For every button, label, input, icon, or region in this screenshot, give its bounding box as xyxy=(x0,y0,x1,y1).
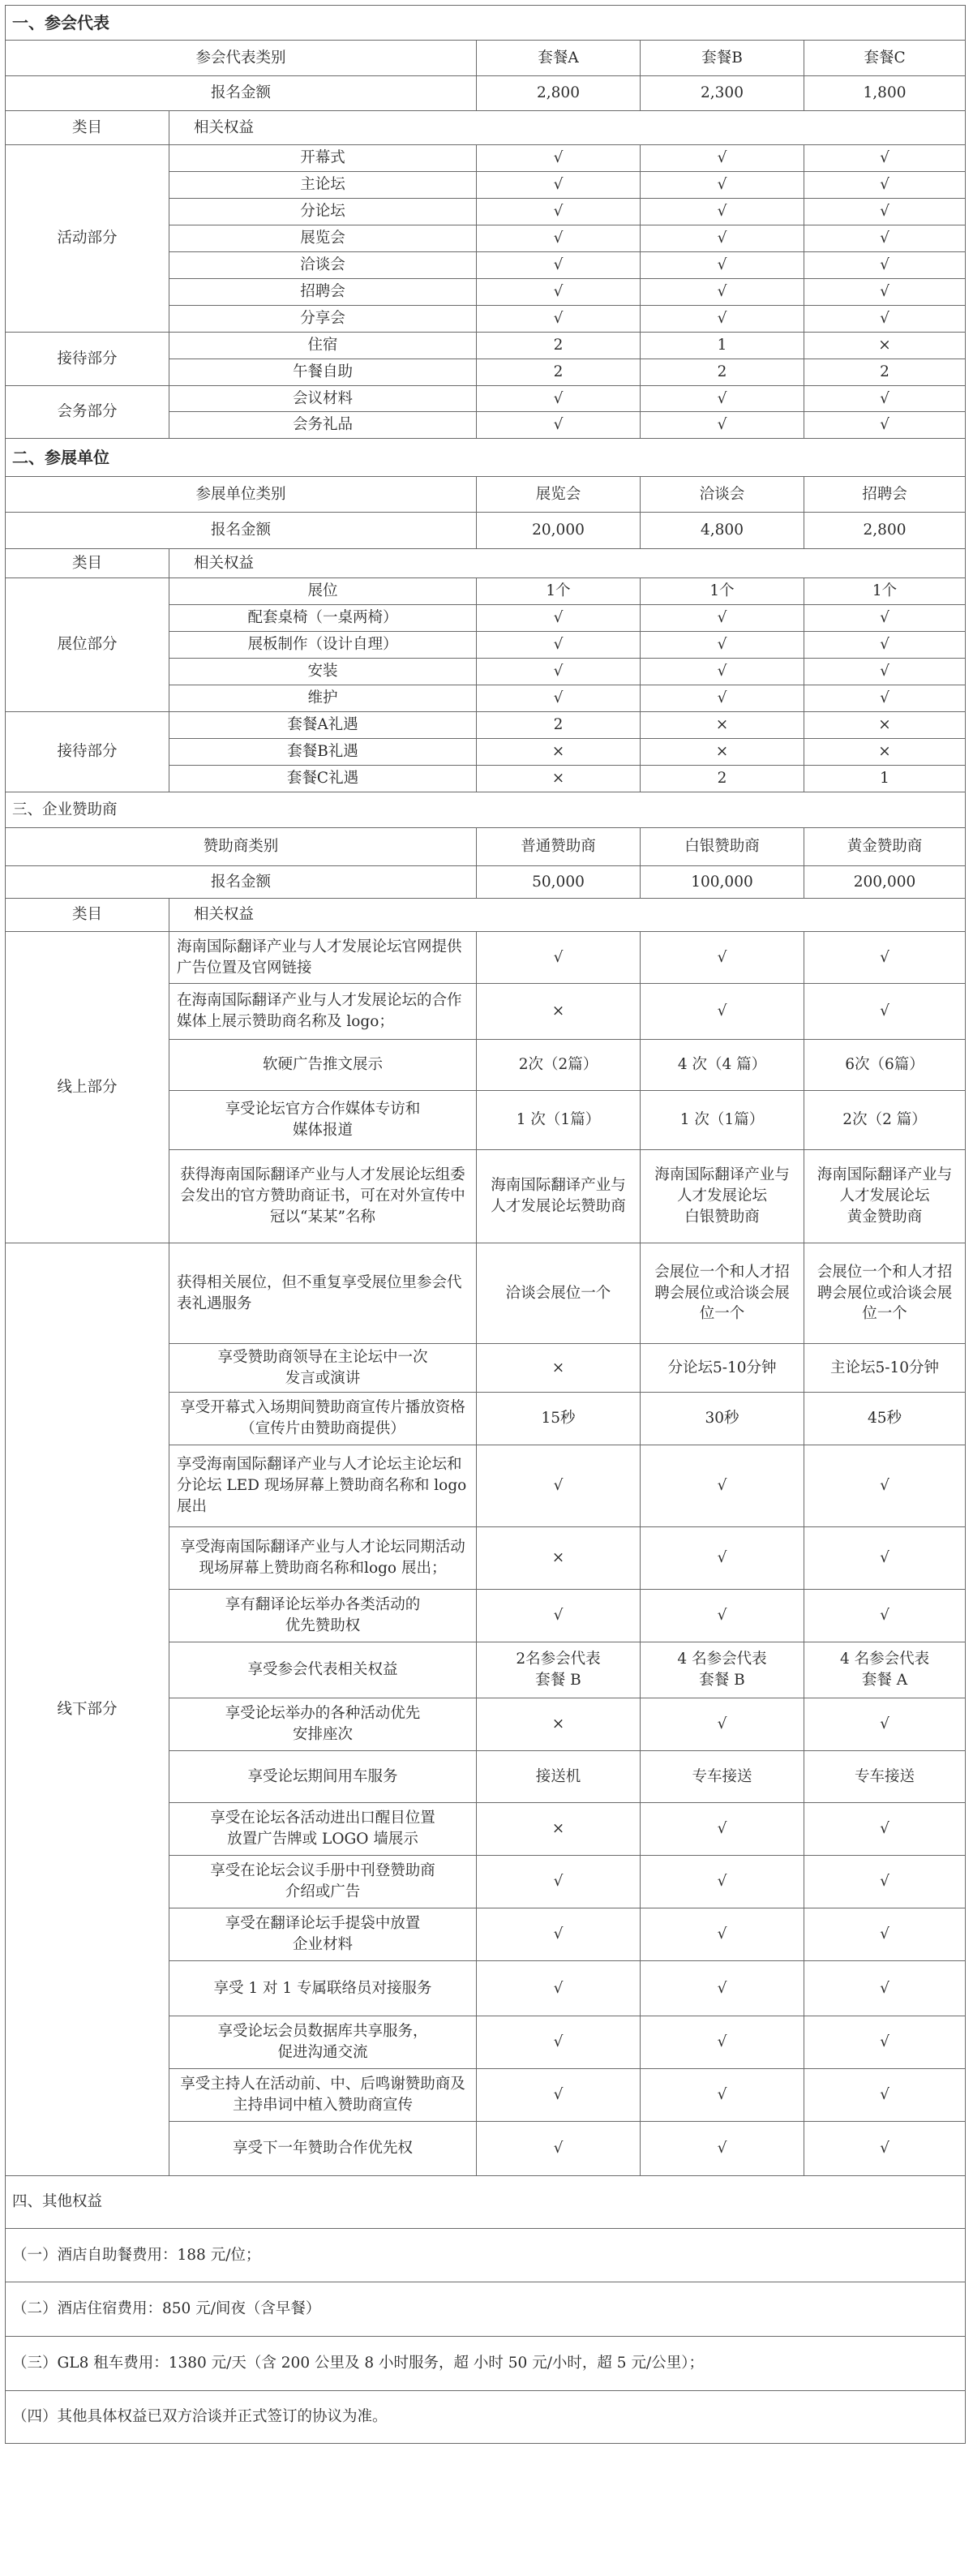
benefit-value: √ xyxy=(804,685,966,712)
section-heading-sponsors: 三、企业赞助商 xyxy=(6,792,966,828)
benefit-label: 享受论坛期间用车服务 xyxy=(169,1751,477,1803)
benefit-value: √ xyxy=(477,386,641,412)
benefit-label: 展览会 xyxy=(169,225,477,252)
fee-value: 100,000 xyxy=(641,866,804,899)
benefit-label: 分享会 xyxy=(169,306,477,333)
benefit-value: √ xyxy=(477,172,641,199)
benefit-label: 安装 xyxy=(169,659,477,685)
benefit-value: √ xyxy=(477,1590,641,1642)
group-label: 线上部分 xyxy=(6,932,169,1243)
benefit-value: 会展位一个和人才招聘会展位或洽谈会展位一个 xyxy=(804,1243,966,1344)
fee-value: 200,000 xyxy=(804,866,966,899)
benefit-label: 享受下一年赞助合作优先权 xyxy=(169,2122,477,2176)
benefit-value: √ xyxy=(477,632,641,659)
tier-header: 招聘会 xyxy=(804,477,966,513)
rights-header: 相关权益 xyxy=(169,549,966,578)
benefit-value: √ xyxy=(641,1803,804,1856)
benefit-value: × xyxy=(477,739,641,766)
benefit-value: 2次（2篇） xyxy=(477,1040,641,1091)
note-item: （三）GL8 租车费用：1380 元/天（含 200 公里及 8 小时服务，超 小时 50 元/小时，超 5 元/公里）； xyxy=(6,2337,966,2391)
benefit-value: √ xyxy=(641,306,804,333)
group-label: 活动部分 xyxy=(6,145,169,333)
benefit-value: 1 次（1篇） xyxy=(477,1091,641,1150)
benefit-label: 维护 xyxy=(169,685,477,712)
benefit-value: √ xyxy=(804,632,966,659)
benefit-value: √ xyxy=(477,199,641,225)
benefit-value: √ xyxy=(804,1908,966,1961)
benefit-label: 享有翻译论坛举办各类活动的 优先赞助权 xyxy=(169,1590,477,1642)
benefit-value: √ xyxy=(641,659,804,685)
benefit-value: 海南国际翻译产业与人才发展论坛赞助商 xyxy=(477,1150,641,1243)
benefit-value: √ xyxy=(641,386,804,412)
benefit-value: √ xyxy=(477,252,641,279)
benefit-value: √ xyxy=(477,1856,641,1908)
tier-header: 黄金赞助商 xyxy=(804,828,966,866)
category-header: 类目 xyxy=(6,111,169,145)
benefit-value: √ xyxy=(641,2016,804,2069)
benefit-value: × xyxy=(477,1344,641,1393)
benefit-label: 享受在论坛会议手册中刊登赞助商 介绍或广告 xyxy=(169,1856,477,1908)
fee-label: 报名金额 xyxy=(6,866,477,899)
benefit-value: × xyxy=(804,333,966,359)
benefit-value: 2 xyxy=(477,333,641,359)
benefit-value: 1个 xyxy=(641,578,804,605)
fee-value: 4,800 xyxy=(641,513,804,549)
fee-value: 50,000 xyxy=(477,866,641,899)
benefit-label: 享受主持人在活动前、中、后鸣谢赞助商及主持串词中植入赞助商宣传 xyxy=(169,2069,477,2122)
benefit-value: 2名参会代表 套餐 B xyxy=(477,1642,641,1698)
category-header: 类目 xyxy=(6,899,169,932)
benefit-label: 展位 xyxy=(169,578,477,605)
benefit-value: √ xyxy=(641,145,804,172)
benefit-value: 1 xyxy=(804,766,966,792)
section-heading-delegates: 一、参会代表 xyxy=(6,6,966,41)
benefit-value: √ xyxy=(477,1961,641,2016)
benefit-value: 主论坛5-10分钟 xyxy=(804,1344,966,1393)
benefit-value: 4 次（4 篇） xyxy=(641,1040,804,1091)
benefit-value: √ xyxy=(477,932,641,984)
benefit-label: 展板制作（设计自理） xyxy=(169,632,477,659)
benefit-value: √ xyxy=(477,145,641,172)
benefit-value: 1个 xyxy=(804,578,966,605)
benefit-value: √ xyxy=(477,685,641,712)
benefit-value: √ xyxy=(641,984,804,1040)
benefit-value: 1 xyxy=(641,333,804,359)
benefit-value: × xyxy=(804,739,966,766)
note-item: （四）其他具体权益已双方洽谈并正式签订的协议为准。 xyxy=(6,2391,966,2444)
benefit-label: 享受开幕式入场期间赞助商宣传片播放资格 （宣传片由赞助商提供） xyxy=(169,1393,477,1445)
benefit-value: √ xyxy=(804,145,966,172)
benefit-value: √ xyxy=(641,412,804,439)
benefit-value: 1个 xyxy=(477,578,641,605)
benefit-value: √ xyxy=(804,984,966,1040)
benefit-value: √ xyxy=(804,1590,966,1642)
benefit-value: √ xyxy=(641,2069,804,2122)
benefit-value: × xyxy=(477,1803,641,1856)
fee-value: 2,800 xyxy=(804,513,966,549)
benefit-value: 15秒 xyxy=(477,1393,641,1445)
benefit-label: 获得海南国际翻译产业与人才发展论坛组委会发出的官方赞助商证书，可在对外宣传中冠以“某某”名称 xyxy=(169,1150,477,1243)
tier-header: 套餐A xyxy=(477,41,641,76)
benefit-value: 2 xyxy=(477,712,641,739)
benefit-value: × xyxy=(804,712,966,739)
tier-header: 展览会 xyxy=(477,477,641,513)
category-header: 类目 xyxy=(6,549,169,578)
benefit-label: 享受论坛官方合作媒体专访和 媒体报道 xyxy=(169,1091,477,1150)
benefit-value: √ xyxy=(804,605,966,632)
tier-header: 洽谈会 xyxy=(641,477,804,513)
benefit-label: 享受海南国际翻译产业与人才论坛同期活动现场屏幕上赞助商名称和logo 展出； xyxy=(169,1527,477,1590)
benefit-value: 会展位一个和人才招聘会展位或洽谈会展位一个 xyxy=(641,1243,804,1344)
benefit-value: √ xyxy=(804,2122,966,2176)
benefit-label: 海南国际翻译产业与人才发展论坛官网提供广告位置及官网链接 xyxy=(169,932,477,984)
group-label: 接待部分 xyxy=(6,333,169,386)
benefit-value: 2 xyxy=(477,359,641,386)
benefit-label: 套餐B礼遇 xyxy=(169,739,477,766)
benefit-value: 2 xyxy=(804,359,966,386)
benefit-value: √ xyxy=(804,1698,966,1751)
benefit-value: √ xyxy=(641,632,804,659)
benefit-value: √ xyxy=(804,2016,966,2069)
benefit-value: √ xyxy=(641,1527,804,1590)
benefit-value: √ xyxy=(641,1698,804,1751)
benefit-label: 享受论坛举办的各种活动优先 安排座次 xyxy=(169,1698,477,1751)
benefit-value: √ xyxy=(641,2122,804,2176)
benefit-value: √ xyxy=(641,1590,804,1642)
benefit-value: √ xyxy=(641,172,804,199)
benefit-label: 获得相关展位，但不重复享受展位里参会代表礼遇服务 xyxy=(169,1243,477,1344)
benefit-value: 1 次（1篇） xyxy=(641,1091,804,1150)
benefit-value: √ xyxy=(477,2122,641,2176)
benefit-label: 在海南国际翻译产业与人才发展论坛的合作媒体上展示赞助商名称及 logo； xyxy=(169,984,477,1040)
benefit-value: √ xyxy=(641,225,804,252)
note-item: （一）酒店自助餐费用：188 元/位； xyxy=(6,2229,966,2282)
benefit-label: 享受参会代表相关权益 xyxy=(169,1642,477,1698)
benefit-value: √ xyxy=(641,685,804,712)
benefit-value: √ xyxy=(641,1961,804,2016)
benefit-value: √ xyxy=(804,199,966,225)
benefit-value: √ xyxy=(641,932,804,984)
benefit-label: 开幕式 xyxy=(169,145,477,172)
benefit-value: 海南国际翻译产业与人才发展论坛 白银赞助商 xyxy=(641,1150,804,1243)
benefit-value: 洽谈会展位一个 xyxy=(477,1243,641,1344)
section-heading-other: 四、其他权益 xyxy=(6,2176,966,2229)
group-label: 接待部分 xyxy=(6,712,169,792)
benefit-value: √ xyxy=(804,1961,966,2016)
benefit-label: 享受在论坛各活动进出口醒目位置 放置广告牌或 LOGO 墙展示 xyxy=(169,1803,477,1856)
benefit-value: √ xyxy=(804,1445,966,1527)
benefit-label: 招聘会 xyxy=(169,279,477,306)
benefit-value: √ xyxy=(641,1445,804,1527)
benefit-value: √ xyxy=(477,2069,641,2122)
benefit-label: 享受 1 对 1 专属联络员对接服务 xyxy=(169,1961,477,2016)
benefit-label: 软硬广告推文展示 xyxy=(169,1040,477,1091)
tier-header: 套餐B xyxy=(641,41,804,76)
benefit-value: √ xyxy=(804,306,966,333)
benefit-value: √ xyxy=(804,172,966,199)
benefit-label: 享受在翻译论坛手提袋中放置 企业材料 xyxy=(169,1908,477,1961)
benefit-value: √ xyxy=(641,605,804,632)
benefit-label: 会议材料 xyxy=(169,386,477,412)
benefit-value: 2次（2 篇） xyxy=(804,1091,966,1150)
benefit-value: √ xyxy=(641,1856,804,1908)
benefit-value: √ xyxy=(641,252,804,279)
benefit-label: 住宿 xyxy=(169,333,477,359)
benefit-value: √ xyxy=(804,225,966,252)
benefit-value: × xyxy=(641,739,804,766)
benefit-label: 享受赞助商领导在主论坛中一次 发言或演讲 xyxy=(169,1344,477,1393)
benefit-value: × xyxy=(477,766,641,792)
benefit-value: 2 xyxy=(641,766,804,792)
benefit-label: 会务礼品 xyxy=(169,412,477,439)
benefit-label: 套餐C礼遇 xyxy=(169,766,477,792)
benefits-table xyxy=(5,5,966,2444)
fee-value: 2,800 xyxy=(477,76,641,111)
benefit-value: √ xyxy=(804,2069,966,2122)
benefit-value: √ xyxy=(804,252,966,279)
benefit-value: 专车接送 xyxy=(804,1751,966,1803)
rights-header: 相关权益 xyxy=(169,899,966,932)
note-item: （二）酒店住宿费用：850 元/间夜（含早餐） xyxy=(6,2282,966,2337)
benefit-value: √ xyxy=(804,1527,966,1590)
fee-value: 2,300 xyxy=(641,76,804,111)
benefit-value: 6次（6篇） xyxy=(804,1040,966,1091)
benefit-value: 4 名参会代表 套餐 A xyxy=(804,1642,966,1698)
benefit-value: 4 名参会代表 套餐 B xyxy=(641,1642,804,1698)
benefit-value: √ xyxy=(477,1445,641,1527)
fee-value: 20,000 xyxy=(477,513,641,549)
benefit-value: 2 xyxy=(641,359,804,386)
section-heading-exhibitors: 二、参展单位 xyxy=(6,439,966,477)
benefit-label: 套餐A礼遇 xyxy=(169,712,477,739)
rights-header: 相关权益 xyxy=(169,111,966,145)
group-label: 会务部分 xyxy=(6,386,169,439)
benefit-label: 配套桌椅（一桌两椅） xyxy=(169,605,477,632)
benefit-value: × xyxy=(641,712,804,739)
type-label: 参展单位类别 xyxy=(6,477,477,513)
benefit-value: √ xyxy=(641,1908,804,1961)
benefit-label: 享受海南国际翻译产业与人才论坛主论坛和分论坛 LED 现场屏幕上赞助商名称和 logo 展出 xyxy=(169,1445,477,1527)
benefit-value: 专车接送 xyxy=(641,1751,804,1803)
benefit-value: √ xyxy=(477,306,641,333)
benefit-label: 主论坛 xyxy=(169,172,477,199)
group-label: 展位部分 xyxy=(6,578,169,712)
fee-label: 报名金额 xyxy=(6,76,477,111)
benefit-value: 接送机 xyxy=(477,1751,641,1803)
type-label: 参会代表类别 xyxy=(6,41,477,76)
benefit-value: √ xyxy=(641,279,804,306)
benefit-label: 享受论坛会员数据库共享服务， 促进沟通交流 xyxy=(169,2016,477,2069)
benefit-value: × xyxy=(477,1698,641,1751)
benefit-value: × xyxy=(477,1527,641,1590)
fee-value: 1,800 xyxy=(804,76,966,111)
benefit-value: √ xyxy=(804,659,966,685)
benefit-value: √ xyxy=(641,199,804,225)
benefit-value: 分论坛5-10分钟 xyxy=(641,1344,804,1393)
benefit-value: √ xyxy=(804,386,966,412)
benefit-label: 午餐自助 xyxy=(169,359,477,386)
benefit-value: √ xyxy=(477,659,641,685)
benefit-value: √ xyxy=(477,1908,641,1961)
tier-header: 白银赞助商 xyxy=(641,828,804,866)
benefit-value: √ xyxy=(804,412,966,439)
benefit-value: √ xyxy=(477,605,641,632)
benefit-value: 30秒 xyxy=(641,1393,804,1445)
benefit-value: 海南国际翻译产业与人才发展论坛 黄金赞助商 xyxy=(804,1150,966,1243)
benefit-label: 分论坛 xyxy=(169,199,477,225)
benefit-label: 洽谈会 xyxy=(169,252,477,279)
benefit-value: √ xyxy=(804,1803,966,1856)
benefit-value: 45秒 xyxy=(804,1393,966,1445)
type-label: 赞助商类别 xyxy=(6,828,477,866)
benefit-value: √ xyxy=(804,932,966,984)
fee-label: 报名金额 xyxy=(6,513,477,549)
benefit-value: √ xyxy=(477,225,641,252)
tier-header: 普通赞助商 xyxy=(477,828,641,866)
benefit-value: × xyxy=(477,984,641,1040)
benefit-value: √ xyxy=(477,412,641,439)
tier-header: 套餐C xyxy=(804,41,966,76)
benefit-value: √ xyxy=(804,1856,966,1908)
benefit-value: √ xyxy=(804,279,966,306)
benefit-value: √ xyxy=(477,2016,641,2069)
group-label: 线下部分 xyxy=(6,1243,169,2176)
benefit-value: √ xyxy=(477,279,641,306)
